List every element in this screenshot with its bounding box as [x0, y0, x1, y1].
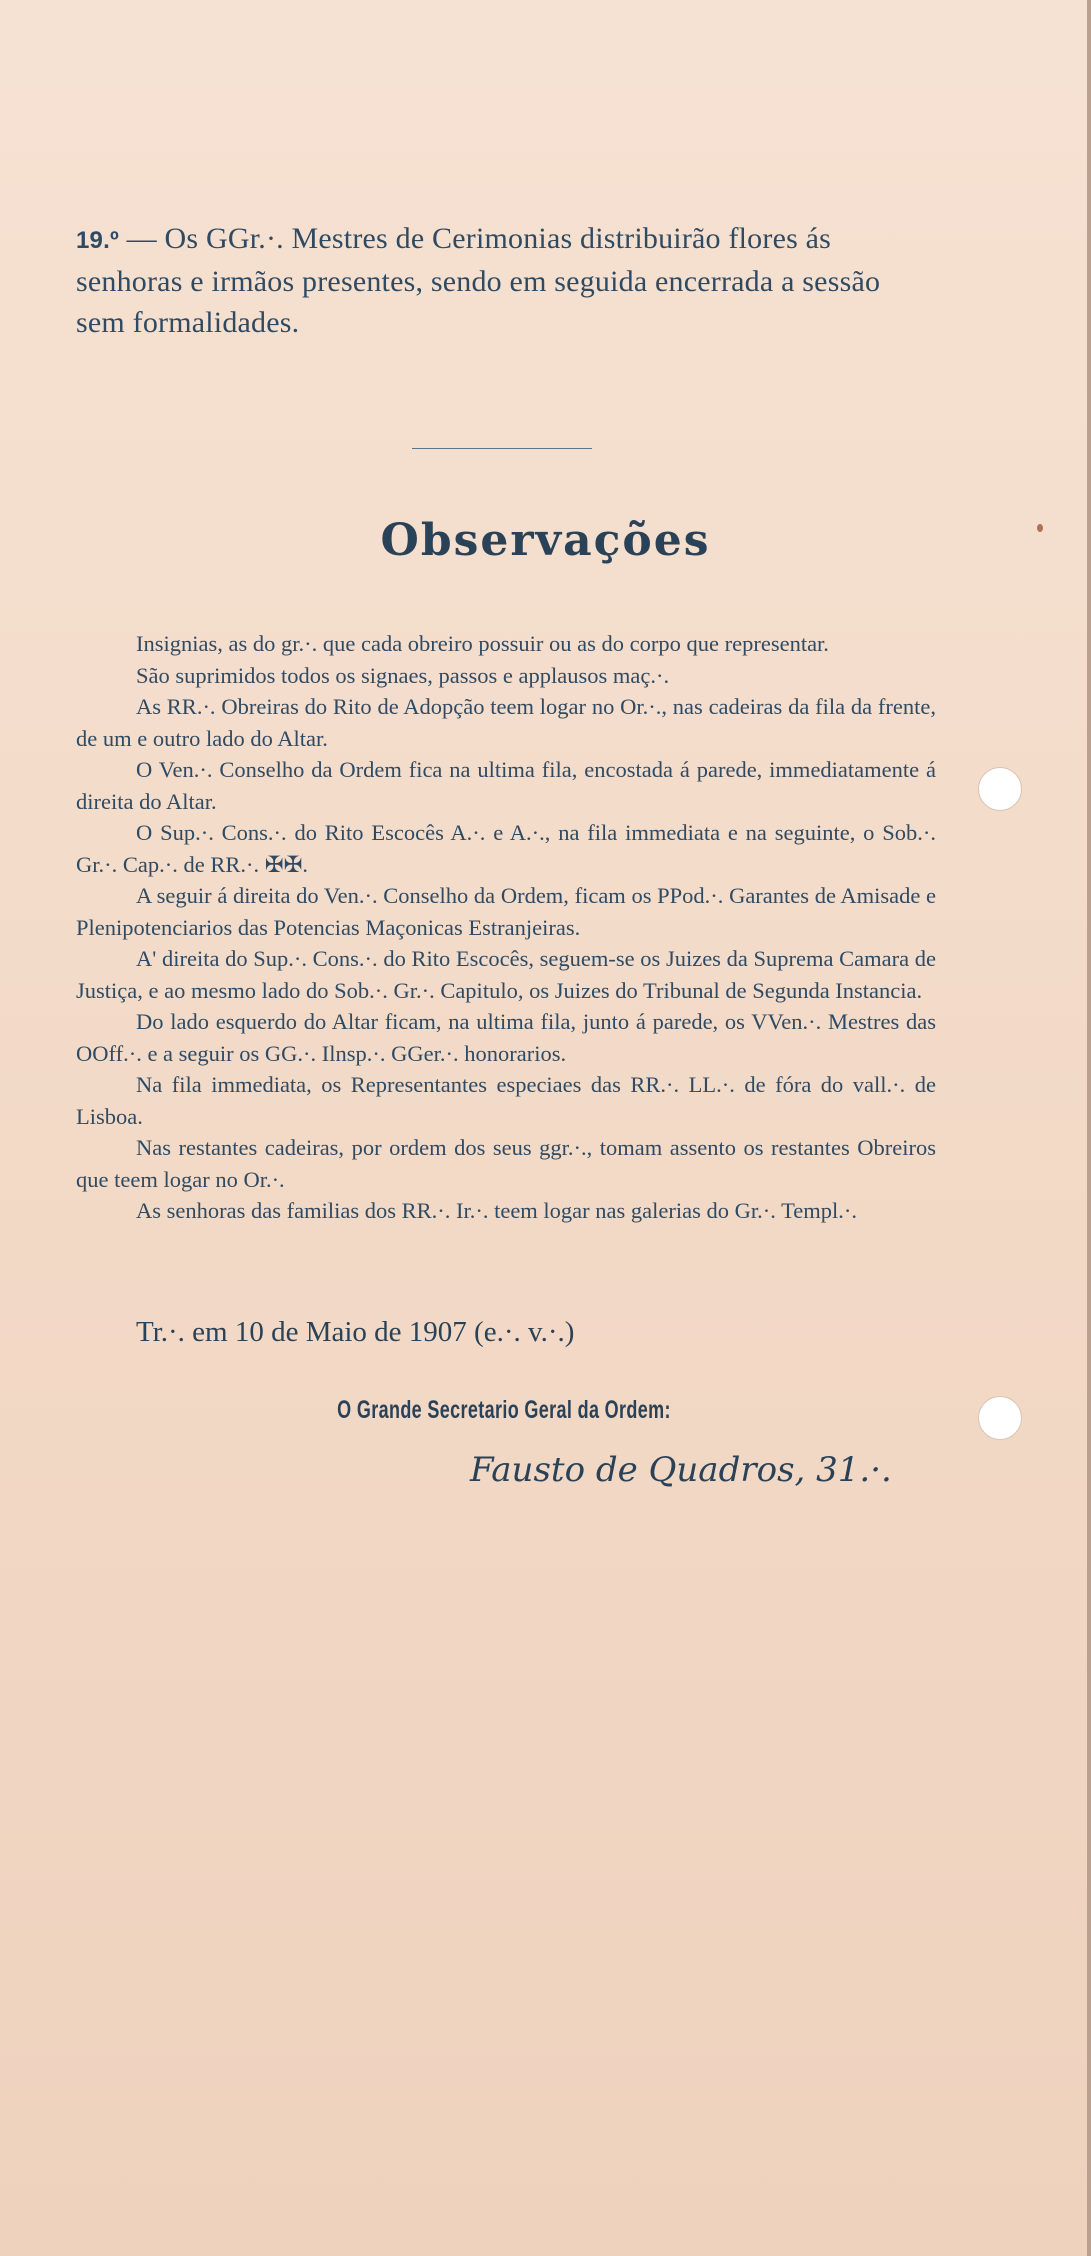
item-19-text: — Os GGr.·. Mestres de Cerimonias distribuirão flores ás senhoras e irmãos presentes, sendo em seguida encerrada a sessão sem formalidades.: [76, 222, 881, 339]
observation-paragraph: As senhoras das familias dos RR.·. Ir.·. teem logar nas galerias do Gr.·. Templ.·.: [136, 1198, 857, 1223]
punch-hole: [978, 1396, 1022, 1440]
observation-paragraph: O Ven.·. Conselho da Ordem fica na ultima fila, encostada á parede, immediatamente á direita do Altar.: [76, 757, 936, 814]
dateline: Tr.·. em 10 de Maio de 1907 (e.·. v.·.): [136, 1316, 575, 1348]
observation-paragraph: A' direita do Sup.·. Cons.·. do Rito Escocês, seguem-se os Juizes da Suprema Camara de Justiça, e ao mesmo lado do Sob.·. Gr.·. Capitulo, os Juizes do Tribunal de Segunda Instancia.: [76, 946, 936, 1003]
observation-paragraph: Insignias, as do gr.·. que cada obreiro possuir ou as do corpo que representar.: [136, 631, 829, 656]
paper-speck: [1037, 524, 1043, 532]
section-heading: Observações: [380, 515, 711, 566]
signature: Fausto de Quadros, 31.·.: [470, 1450, 892, 1490]
punch-hole: [978, 767, 1022, 811]
page-edge: [1087, 0, 1091, 2256]
section-divider: [412, 448, 592, 449]
item-19-number: 19.º: [76, 227, 119, 254]
item-19-paragraph: [76, 218, 936, 343]
observation-paragraph: Na fila immediata, os Representantes especiaes das RR.·. LL.·. de fóra do vall.·. de Lisboa.: [76, 1072, 936, 1129]
secretary-title: O Grande Secretario Geral da Ordem:: [337, 1396, 671, 1424]
observation-paragraph: São suprimidos todos os signaes, passos e applausos maç.·.: [136, 662, 670, 688]
observation-paragraph: A seguir á direita do Ven.·. Conselho da Ordem, ficam os PPod.·. Garantes de Amisade e Plenipotenciarios das Potencias Maçonicas Estranjeiras.: [76, 883, 936, 940]
observations-block: [76, 628, 936, 1227]
observation-paragraph: Nas restantes cadeiras, por ordem dos seus ggr.·., tomam assento os restantes Obreiros que teem logar no Or.·.: [76, 1135, 936, 1192]
observation-paragraph: As RR.·. Obreiras do Rito de Adopção teem logar no Or.·., nas cadeiras da fila da frente, de um e outro lado do Altar.: [76, 694, 936, 751]
observation-paragraph: O Sup.·. Cons.·. do Rito Escocês A.·. e A.·., na fila immediata e na seguinte, o Sob.·. Gr.·. Cap.·. de RR.·. ✠✠.: [76, 820, 936, 877]
observation-paragraph: Do lado esquerdo do Altar ficam, na ultima fila, junto á parede, os VVen.·. Mestres das OOff.·. e a seguir os GG.·. Ilnsp.·. GGer.·. honorarios.: [76, 1009, 936, 1066]
